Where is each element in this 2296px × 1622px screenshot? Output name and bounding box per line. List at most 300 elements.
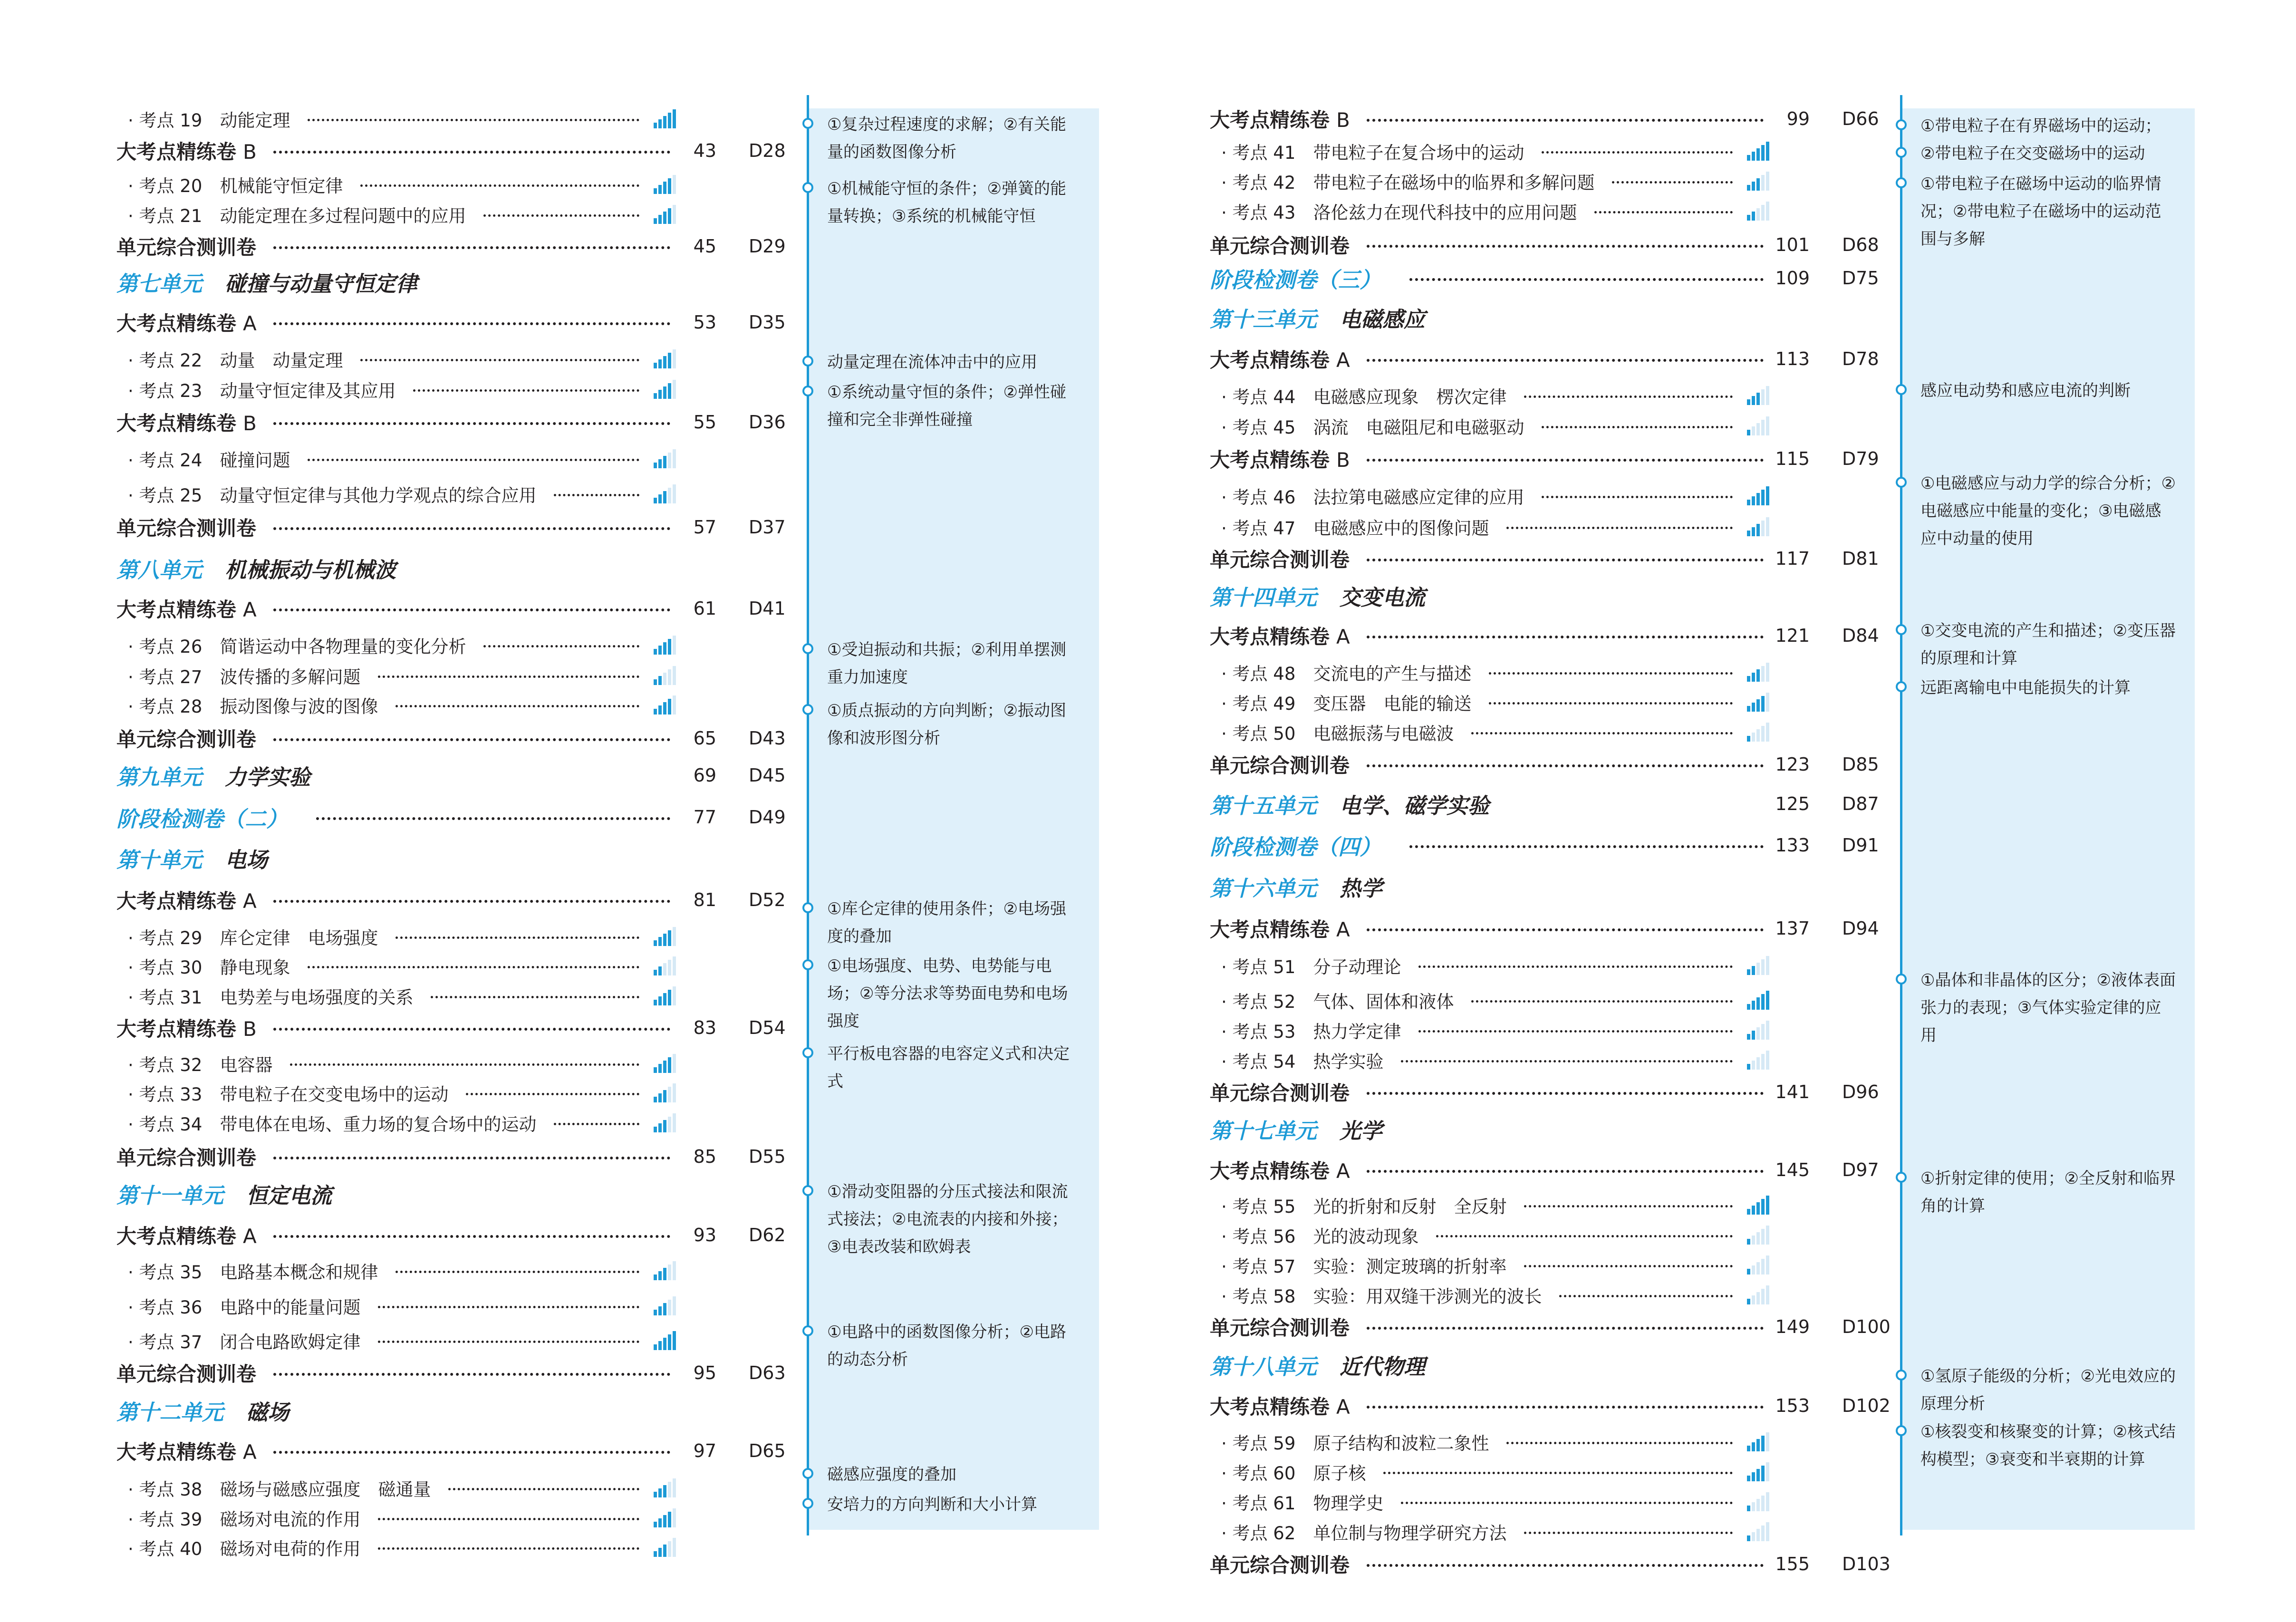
topic-entry[interactable] — [1210, 409, 1887, 443]
topic-entry[interactable] — [116, 659, 794, 692]
topic-number: 考点 28 — [139, 696, 203, 717]
entry-label — [116, 594, 257, 623]
leader-dots — [1542, 151, 1733, 154]
page-number: 121 — [1775, 625, 1810, 646]
exam-title: 单元综合测训卷 — [116, 1146, 257, 1169]
exam-title: 大考点精练卷 — [1210, 1395, 1330, 1419]
exam-entry[interactable] — [116, 1356, 794, 1390]
topic-entry[interactable] — [1210, 1485, 1887, 1518]
leader-dots — [273, 246, 670, 249]
answer-page-ref: D65 — [749, 1440, 786, 1461]
exam-variant: B — [243, 412, 257, 435]
entry-label — [1210, 789, 1489, 820]
leader-dots — [1418, 965, 1733, 968]
leader-dots — [1367, 359, 1764, 362]
timeline-bullet-icon — [802, 182, 813, 193]
note: ①带电粒子在有界磁场中的运动； — [1920, 116, 2161, 135]
topic-title: 动量 动量定理 — [220, 350, 343, 371]
exam-entry[interactable] — [1210, 442, 1887, 475]
exam-entry[interactable] — [116, 1434, 794, 1468]
page-number: 83 — [693, 1017, 716, 1038]
topic-number: 考点 23 — [139, 381, 203, 401]
topic-entry[interactable] — [1210, 1248, 1887, 1282]
answer-page-ref: D97 — [1842, 1159, 1879, 1180]
topic-entry[interactable] — [116, 1289, 794, 1323]
topic-entry[interactable] — [116, 442, 794, 475]
entry-label — [1210, 544, 1350, 573]
entry-label — [116, 1178, 332, 1209]
topic-title: 库仑定律 电场强度 — [220, 928, 378, 948]
leader-dots — [1418, 1030, 1733, 1033]
difficulty-bars-icon — [1747, 1432, 1771, 1451]
unit-name: 阶段检测卷（四） — [1210, 834, 1381, 860]
topic-entry[interactable] — [116, 102, 794, 135]
entry-label: · 考点 39 磁场对电流的作用 — [128, 1505, 361, 1531]
exam-entry[interactable] — [116, 592, 794, 625]
entry-label: · 考点 37 闭合电路欧姆定律 — [128, 1328, 361, 1353]
leader-dots — [483, 645, 639, 647]
entry-label — [116, 136, 257, 165]
topic-entry[interactable] — [116, 168, 794, 201]
exam-entry[interactable] — [1210, 748, 1887, 781]
topic-title: 原子结构和波粒二象性 — [1313, 1433, 1489, 1454]
leader-dots — [308, 459, 639, 461]
unit-heading[interactable] — [116, 551, 794, 585]
entry-label — [116, 843, 268, 874]
entry-label: · 考点 57 实验：测定玻璃的折射率 — [1221, 1252, 1507, 1278]
difficulty-bars-icon — [654, 380, 677, 399]
exam-variant: B — [1336, 448, 1350, 472]
exam-entry[interactable] — [116, 1011, 794, 1044]
exam-variant: A — [243, 889, 257, 913]
unit-name: 阶段检测卷（三） — [1210, 267, 1381, 293]
leader-dots — [1367, 928, 1764, 931]
difficulty-bars-icon — [1747, 1492, 1771, 1511]
topic-title: 电容器 — [220, 1055, 273, 1075]
difficulty-bars-icon — [654, 927, 677, 946]
exam-title: 大考点精练卷 — [116, 1225, 237, 1248]
unit-title: 电场 — [225, 847, 268, 873]
page-number: 97 — [693, 1440, 716, 1461]
page-number: 95 — [693, 1362, 716, 1383]
note: 磁感应强度的叠加 — [827, 1465, 956, 1484]
entry-label — [116, 553, 396, 584]
unit-heading[interactable] — [116, 759, 794, 792]
topic-title: 带电粒子在磁场中的临界和多解问题 — [1313, 173, 1595, 193]
difficulty-bars-icon — [654, 1261, 677, 1280]
exam-entry[interactable] — [116, 1218, 794, 1252]
unit-title: 电磁感应 — [1340, 307, 1426, 332]
difficulty-bars-icon — [1747, 1226, 1771, 1245]
topic-entry[interactable] — [116, 1324, 794, 1357]
leader-dots — [1409, 845, 1764, 848]
topic-title: 波传播的多解问题 — [220, 667, 361, 687]
page-number: 99 — [1786, 108, 1810, 129]
unit-heading[interactable] — [116, 1394, 794, 1427]
unit-name: 第十六单元 — [1210, 876, 1317, 901]
page-number: 115 — [1775, 448, 1810, 469]
leader-dots — [378, 1547, 639, 1550]
page-number: 53 — [693, 312, 716, 333]
unit-heading[interactable] — [116, 265, 794, 299]
topic-entry[interactable] — [1210, 1043, 1887, 1077]
note: ①质点振动的方向判断；②振动图像和波形图分析 — [827, 701, 1066, 748]
exam-variant: B — [243, 1017, 257, 1041]
topic-entry[interactable] — [1210, 1188, 1887, 1222]
topic-title: 振动图像与波的图像 — [220, 696, 378, 717]
exam-variant: B — [243, 140, 257, 164]
difficulty-bars-icon — [1747, 1255, 1771, 1274]
entry-label — [116, 1437, 257, 1465]
topic-entry[interactable] — [1210, 1455, 1887, 1488]
topic-entry[interactable] — [1210, 194, 1887, 228]
unit-name: 第九单元 — [116, 764, 203, 790]
exam-entry[interactable] — [116, 306, 794, 339]
entry-label — [1210, 1114, 1382, 1145]
difficulty-bars-icon — [654, 349, 677, 368]
entry-label: · 考点 62 单位制与物理学研究方法 — [1221, 1519, 1507, 1545]
entry-label — [1210, 1391, 1350, 1420]
difficulty-bars-icon — [1747, 172, 1771, 191]
answer-page-ref: D84 — [1842, 625, 1879, 646]
exam-entry[interactable] — [1210, 342, 1887, 376]
answer-page-ref: D41 — [749, 598, 786, 619]
topic-entry[interactable] — [1210, 949, 1887, 982]
topic-entry[interactable] — [1210, 1425, 1887, 1458]
timeline-bullet-icon — [802, 1047, 813, 1058]
entry-label: · 考点 53 热力学定律 — [1221, 1017, 1401, 1043]
topic-title: 光的折射和反射 全反射 — [1313, 1197, 1507, 1217]
answer-page-ref: D78 — [1842, 348, 1879, 369]
answer-page-ref: D52 — [749, 889, 786, 910]
topic-title: 物理学史 — [1313, 1493, 1384, 1514]
entry-label: · 考点 31 电势差与电场强度的关系 — [128, 983, 414, 1009]
entry-label — [116, 802, 288, 833]
timeline-bullet-icon — [1896, 177, 1907, 188]
exam-entry[interactable] — [1210, 542, 1887, 575]
answer-page-ref: D75 — [1842, 268, 1879, 289]
entry-label: · 考点 46 法拉第电磁感应定律的应用 — [1221, 483, 1524, 509]
entry-label: · 考点 27 波传播的多解问题 — [128, 663, 361, 688]
difficulty-bars-icon — [1747, 1021, 1771, 1040]
entry-label — [1210, 1313, 1350, 1341]
topic-entry[interactable] — [1210, 1218, 1887, 1252]
exam-variant: A — [1336, 625, 1350, 648]
topic-entry[interactable] — [1210, 984, 1887, 1017]
unit-heading[interactable] — [1210, 579, 1887, 612]
exam-entry[interactable] — [1210, 1389, 1891, 1422]
topic-entry[interactable] — [116, 979, 794, 1013]
topic-entry[interactable] — [1210, 164, 1887, 198]
exam-entry[interactable] — [116, 406, 794, 439]
note: ①受迫振动和共振；②利用单摆测重力加速度 — [827, 640, 1066, 687]
entry-label: · 考点 23 动量守恒定律及其应用 — [128, 377, 396, 402]
exam-variant: A — [243, 1440, 257, 1464]
exam-title: 大考点精练卷 — [116, 1440, 237, 1464]
exam-title: 大考点精练卷 — [116, 140, 237, 164]
topic-number: 考点 46 — [1232, 487, 1296, 508]
entry-label: · 考点 49 变压器 电能的输送 — [1221, 689, 1472, 715]
left-timeline — [807, 95, 809, 1535]
topic-title: 洛伦兹力在现代科技中的应用问题 — [1313, 203, 1577, 223]
page-number: 137 — [1775, 918, 1810, 939]
entry-label — [1210, 1156, 1350, 1184]
exam-entry[interactable] — [1210, 1310, 1891, 1343]
note: ①带电粒子在磁场中运动的临界情况；②带电粒子在磁场中的运动范围与多解 — [1920, 174, 2161, 249]
exam-variant: A — [1336, 918, 1350, 941]
exam-variant: A — [243, 598, 257, 621]
entry-label: · 考点 55 光的折射和反射 全反射 — [1221, 1192, 1507, 1218]
topic-number: 考点 62 — [1232, 1523, 1296, 1544]
leader-dots — [1471, 732, 1733, 734]
difficulty-bars-icon — [1747, 1462, 1771, 1481]
topic-entry[interactable] — [116, 198, 794, 231]
topic-title: 带电粒子在复合场中的运动 — [1313, 143, 1524, 163]
topic-number: 考点 26 — [139, 637, 203, 657]
topic-entry[interactable] — [1210, 510, 1887, 543]
leader-dots — [1489, 702, 1733, 705]
difficulty-bars-icon — [654, 484, 677, 503]
topic-entry[interactable] — [116, 1501, 794, 1535]
topic-entry[interactable] — [116, 1254, 794, 1287]
topic-number: 考点 19 — [139, 110, 203, 131]
topic-title: 变压器 电能的输送 — [1313, 694, 1472, 714]
page-number: 81 — [693, 889, 716, 910]
note: ①电场强度、电势、电势能与电场；②等分法求等势面电势和电场强度 — [827, 956, 1068, 1031]
note: ①折射定律的使用；②全反射和临界角的计算 — [1920, 1169, 2176, 1216]
leader-dots — [1367, 1170, 1764, 1173]
topic-entry[interactable] — [116, 1471, 794, 1505]
topic-number: 考点 54 — [1232, 1052, 1296, 1072]
entry-label: · 考点 58 实验：用双缝干涉测光的波长 — [1221, 1282, 1542, 1308]
entry-label: · 考点 56 光的波动现象 — [1221, 1222, 1419, 1248]
difficulty-bars-icon — [654, 1296, 677, 1315]
leader-dots — [378, 1341, 639, 1343]
topic-entry[interactable] — [1210, 479, 1887, 512]
page-number: 109 — [1775, 268, 1810, 289]
unit-heading[interactable] — [116, 841, 794, 875]
topic-number: 考点 37 — [139, 1332, 203, 1352]
note: ①核裂变和核聚变的计算；②核式结构模型；③衰变和半衰期的计算 — [1920, 1422, 2176, 1469]
difficulty-bars-icon — [654, 1538, 677, 1557]
page-number: 65 — [693, 728, 716, 749]
difficulty-bars-icon — [1747, 202, 1771, 221]
note: ①系统动量守恒的条件；②弹性碰撞和完全非弹性碰撞 — [827, 383, 1066, 429]
unit-heading[interactable] — [116, 801, 794, 834]
entry-label — [116, 308, 257, 337]
difficulty-bars-icon — [654, 175, 677, 194]
topic-entry[interactable] — [116, 688, 794, 722]
entry-label: · 考点 36 电路中的能量问题 — [128, 1293, 361, 1319]
exam-title: 大考点精练卷 — [1210, 1159, 1330, 1183]
timeline-bullet-icon — [1896, 1370, 1907, 1381]
topic-number: 考点 21 — [139, 206, 203, 226]
note: ①交变电流的产生和描述；②变压器的原理和计算 — [1920, 621, 2176, 668]
entry-label — [116, 1221, 257, 1249]
topic-title: 动能定理 — [220, 110, 290, 131]
leader-dots — [1401, 1060, 1733, 1062]
answer-page-ref: D79 — [1842, 448, 1879, 469]
entry-label — [1210, 914, 1350, 943]
answer-page-ref: D87 — [1842, 793, 1879, 814]
topic-entry[interactable] — [1210, 656, 1887, 689]
topic-title: 原子核 — [1313, 1463, 1366, 1484]
topic-entry[interactable] — [116, 1531, 794, 1564]
exam-entry[interactable] — [116, 230, 794, 263]
exam-title: 大考点精练卷 — [1210, 918, 1330, 941]
topic-title: 单位制与物理学研究方法 — [1313, 1523, 1507, 1544]
entry-label — [116, 724, 256, 753]
page-number: 145 — [1775, 1159, 1810, 1180]
topic-entry[interactable] — [1210, 1014, 1887, 1047]
topic-entry[interactable] — [116, 373, 794, 406]
topic-entry[interactable] — [116, 1076, 794, 1110]
unit-heading[interactable] — [1210, 787, 1887, 821]
exam-entry[interactable] — [1210, 228, 1887, 261]
unit-title: 力学实验 — [225, 764, 311, 790]
leader-dots — [360, 184, 639, 187]
exam-title: 大考点精练卷 — [116, 1017, 237, 1041]
leader-dots — [1471, 1000, 1733, 1003]
note: ①电磁感应与动力学的综合分析；②电磁感应中能量的变化；③电磁感应中动量的使用 — [1920, 474, 2176, 548]
topic-title: 电磁振荡与电磁波 — [1313, 724, 1454, 744]
unit-heading[interactable] — [1210, 1112, 1887, 1146]
unit-name: 阶段检测卷（二） — [116, 806, 288, 832]
topic-title: 电磁感应中的图像问题 — [1313, 518, 1489, 539]
difficulty-bars-icon — [1747, 386, 1771, 405]
topic-entry[interactable] — [1210, 135, 1887, 168]
exam-entry[interactable] — [1210, 1153, 1887, 1187]
unit-heading[interactable] — [1210, 829, 1887, 862]
leader-dots — [273, 1235, 670, 1238]
page-number: 93 — [693, 1225, 716, 1245]
page-number: 155 — [1775, 1554, 1810, 1574]
topic-entry[interactable] — [1210, 715, 1887, 749]
entry-label — [116, 1395, 289, 1426]
topic-entry[interactable] — [1210, 379, 1887, 412]
note: ①复杂过程速度的求解；②有关能量的函数图像分析 — [827, 115, 1066, 162]
leader-dots — [1401, 1502, 1733, 1504]
note: 安培力的方向判断和大小计算 — [827, 1495, 1037, 1514]
exam-title: 单元综合测训卷 — [1210, 1554, 1350, 1577]
exam-entry[interactable] — [1210, 619, 1887, 652]
note: ①氢原子能级的分析；②光电效应的原理分析 — [1920, 1367, 2176, 1413]
leader-dots — [273, 738, 670, 741]
difficulty-bars-icon — [654, 666, 677, 685]
unit-title: 交变电流 — [1340, 585, 1426, 610]
entry-label: · 考点 40 磁场对电荷的作用 — [128, 1535, 361, 1560]
unit-title: 机械振动与机械波 — [225, 557, 396, 583]
exam-entry[interactable] — [116, 722, 794, 755]
entry-label — [116, 513, 256, 541]
entry-label: · 考点 33 带电粒子在交变电场中的运动 — [128, 1080, 449, 1106]
exam-title: 大考点精练卷 — [116, 598, 237, 621]
leader-dots — [1367, 1564, 1764, 1567]
leader-dots — [1367, 1092, 1764, 1095]
unit-heading[interactable] — [1210, 261, 1887, 295]
answer-page-ref: D45 — [749, 765, 786, 786]
topic-number: 考点 43 — [1232, 203, 1296, 223]
entry-label: · 考点 34 带电体在电场、重力场的复合场中的运动 — [128, 1110, 537, 1136]
topic-entry[interactable] — [116, 628, 794, 662]
entry-label: · 考点 29 库仑定律 电场强度 — [128, 924, 378, 949]
timeline-bullet-icon — [802, 1468, 813, 1479]
timeline-bullet-icon — [802, 118, 813, 129]
unit-title: 近代物理 — [1340, 1354, 1426, 1380]
unit-name: 第十八单元 — [1210, 1354, 1317, 1380]
leader-dots — [1524, 396, 1733, 398]
exam-entry[interactable] — [1210, 912, 1887, 945]
topic-entry[interactable] — [116, 1106, 794, 1139]
topic-entry[interactable] — [116, 342, 794, 376]
unit-heading[interactable] — [1210, 870, 1887, 903]
exam-entry[interactable] — [116, 134, 794, 167]
entry-label — [116, 408, 257, 436]
answer-page-ref: D35 — [749, 312, 786, 333]
unit-name: 第十二单元 — [116, 1400, 224, 1425]
entry-label: · 考点 44 电磁感应现象 楞次定律 — [1221, 383, 1507, 408]
exam-title: 单元综合测训卷 — [1210, 1316, 1350, 1340]
leader-dots — [273, 1028, 670, 1031]
answer-page-ref: D94 — [1842, 918, 1879, 939]
difficulty-bars-icon — [654, 986, 677, 1005]
unit-title: 磁场 — [246, 1400, 289, 1425]
unit-title: 电学、磁学实验 — [1340, 793, 1490, 819]
exam-entry[interactable] — [1210, 1075, 1887, 1109]
topic-title: 法拉第电磁感应定律的应用 — [1313, 487, 1524, 508]
entry-label: · 考点 28 振动图像与波的图像 — [128, 692, 378, 718]
entry-label: · 考点 47 电磁感应中的图像问题 — [1221, 514, 1489, 540]
topic-entry[interactable] — [116, 1047, 794, 1080]
entry-label — [1210, 1350, 1425, 1381]
page-number: 101 — [1775, 234, 1810, 255]
entry-label: · 考点 61 物理学史 — [1221, 1489, 1384, 1515]
difficulty-bars-icon — [654, 1113, 677, 1132]
entry-label: · 考点 22 动量 动量定理 — [128, 346, 343, 372]
topic-title: 磁场对电流的作用 — [220, 1509, 361, 1530]
entry-label: · 考点 59 原子结构和波粒二象性 — [1221, 1429, 1489, 1455]
exam-entry[interactable] — [1210, 102, 1887, 135]
entry-label — [1210, 580, 1425, 611]
exam-entry[interactable] — [1210, 1547, 1891, 1581]
topic-entry[interactable] — [116, 920, 794, 953]
leader-dots — [273, 900, 670, 903]
difficulty-bars-icon — [1747, 486, 1771, 505]
timeline-bullet-icon — [1896, 147, 1907, 158]
topic-entry[interactable] — [116, 949, 794, 983]
topic-entry[interactable] — [116, 477, 794, 511]
exam-entry[interactable] — [116, 883, 794, 917]
unit-heading[interactable] — [1210, 301, 1887, 334]
topic-entry[interactable] — [1210, 1515, 1887, 1548]
unit-heading[interactable] — [1210, 1348, 1887, 1381]
unit-heading[interactable] — [116, 1177, 794, 1210]
topic-title: 分子动理论 — [1313, 957, 1401, 977]
exam-entry[interactable] — [116, 1140, 794, 1173]
entry-label — [116, 1142, 256, 1171]
topic-number: 考点 29 — [139, 928, 203, 948]
leader-dots — [396, 1271, 639, 1273]
answer-page-ref: D37 — [749, 517, 786, 538]
page-number: 117 — [1775, 548, 1810, 569]
topic-title: 热力学定律 — [1313, 1022, 1401, 1042]
exam-entry[interactable] — [116, 511, 794, 544]
exam-title: 单元综合测训卷 — [1210, 548, 1350, 571]
leader-dots — [554, 494, 639, 496]
topic-entry[interactable] — [1210, 685, 1887, 719]
topic-entry[interactable] — [1210, 1278, 1887, 1312]
topic-number: 考点 33 — [139, 1084, 203, 1105]
